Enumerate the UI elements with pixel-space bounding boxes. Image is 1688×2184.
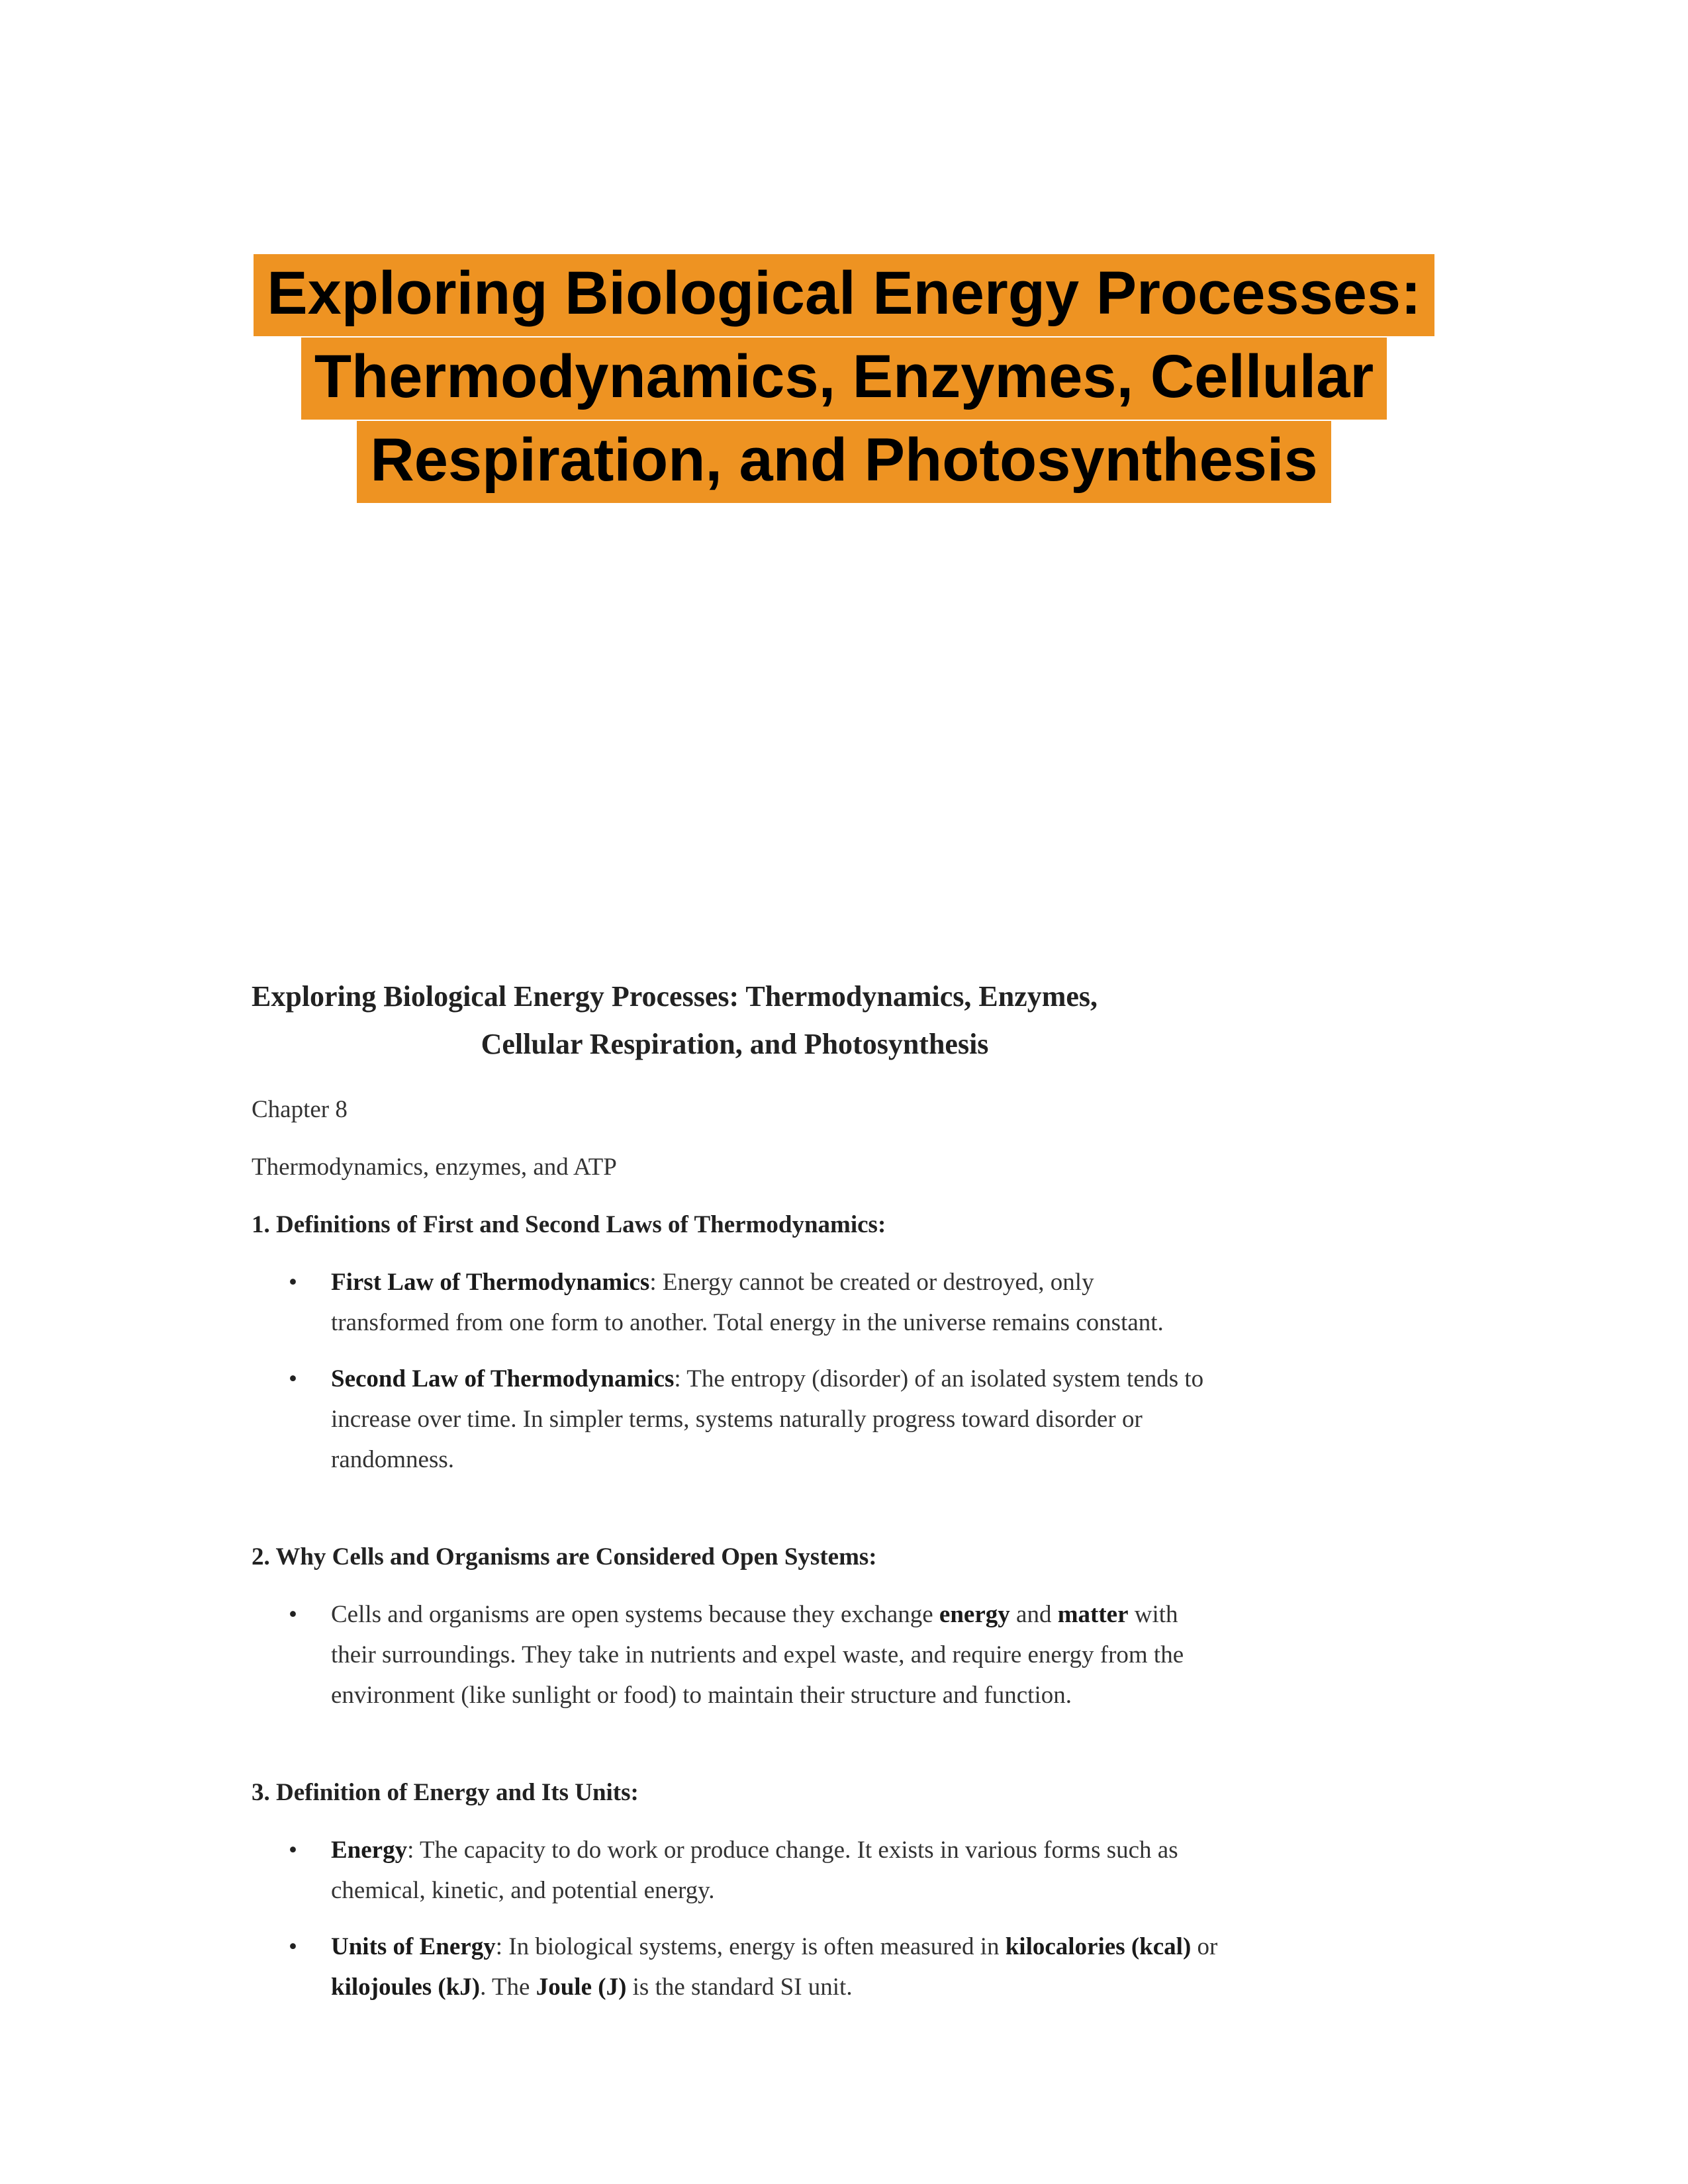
bullet-text: : The entropy (disorder) of an isolated system tends to increase over time. In simpler terms, systems naturally progress toward disorder or randomness. bbox=[331, 1365, 1204, 1473]
bullet-text: : Energy cannot be created or destroyed, only transformed from one form to another. Total energy in the universe remains constant. bbox=[331, 1269, 1164, 1336]
bullet-bold-kcal: kilocalories (kcal) bbox=[1005, 1933, 1192, 1960]
bullet-text: or bbox=[1191, 1933, 1218, 1960]
cover-title bbox=[0, 251, 1688, 502]
cover-title-line-1: Exploring Biological Energy Processes: bbox=[254, 254, 1434, 336]
document-page bbox=[252, 973, 1218, 2023]
document-title bbox=[252, 973, 1218, 1068]
bullet-text: . The bbox=[480, 1974, 536, 2001]
list-item bbox=[331, 1359, 1218, 1480]
cover-title-line-2: Thermodynamics, Enzymes, Cellular bbox=[301, 338, 1387, 420]
bullet-term: Second Law of Thermodynamics bbox=[331, 1365, 675, 1392]
document-title-line-1: Exploring Biological Energy Processes: Thermodynamics, Enzymes, bbox=[252, 980, 1098, 1013]
section-3-list bbox=[252, 1830, 1218, 2007]
section-heading-3: 3. Definition of Energy and Its Units: bbox=[252, 1779, 639, 1806]
list-item bbox=[331, 1594, 1218, 1715]
bullet-bold-kj: kilojoules (kJ) bbox=[331, 1974, 481, 2001]
bullet-text: and bbox=[1009, 1601, 1058, 1628]
bullet-term: First Law of Thermodynamics bbox=[331, 1269, 650, 1296]
section-1-list bbox=[252, 1262, 1218, 1480]
bullet-text: with their surroundings. They take in nutrients and expel waste, and require energy from the environment (like sunlight or food) to maintain their structure and function. bbox=[331, 1601, 1184, 1709]
bullet-text: is the standard SI unit. bbox=[626, 1974, 853, 2001]
bullet-term: Energy bbox=[331, 1837, 408, 1864]
cover-title-line-3: Respiration, and Photosynthesis bbox=[357, 421, 1331, 503]
chapter-subtitle: Thermodynamics, enzymes, and ATP bbox=[252, 1154, 617, 1181]
section-heading-1: 1. Definitions of First and Second Laws of Thermodynamics: bbox=[252, 1211, 886, 1238]
list-item bbox=[331, 1830, 1218, 1911]
section-heading-2: 2. Why Cells and Organisms are Considered Open Systems: bbox=[252, 1543, 877, 1570]
bullet-bold-energy: energy bbox=[939, 1601, 1010, 1628]
bullet-text: : The capacity to do work or produce change. It exists in various forms such as chemical, kinetic, and potential energy. bbox=[331, 1837, 1178, 1904]
list-item bbox=[331, 1262, 1218, 1343]
bullet-text: : In biological systems, energy is often measured in bbox=[495, 1933, 1006, 1960]
bullet-term: Units of Energy bbox=[331, 1933, 496, 1960]
section-spacer bbox=[252, 1731, 1218, 1772]
chapter-label: Chapter 8 bbox=[252, 1096, 348, 1123]
document-title-line-2: Cellular Respiration, and Photosynthesis bbox=[481, 1028, 989, 1060]
bullet-text: Cells and organisms are open systems because they exchange bbox=[331, 1601, 939, 1628]
bullet-bold-joule: Joule (J) bbox=[536, 1974, 627, 2001]
section-2-list bbox=[252, 1594, 1218, 1715]
bullet-bold-matter: matter bbox=[1057, 1601, 1129, 1628]
list-item bbox=[331, 1927, 1218, 2007]
section-spacer bbox=[252, 1496, 1218, 1537]
